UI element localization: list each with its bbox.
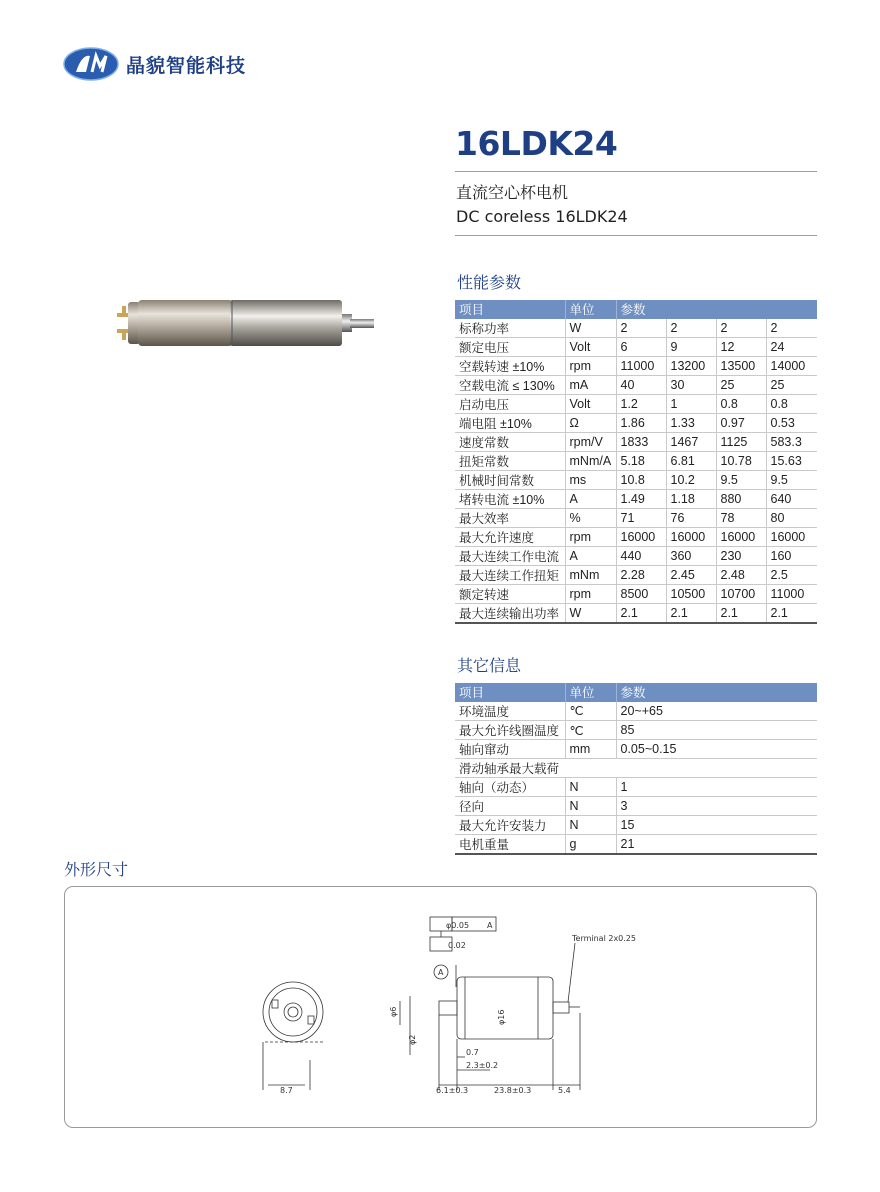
performance-cell: 2.48 xyxy=(716,566,766,585)
performance-cell: 9.5 xyxy=(766,471,817,490)
other-row xyxy=(455,778,817,797)
performance-cell: 12 xyxy=(716,338,766,357)
performance-cell: 最大效率 xyxy=(455,509,565,528)
performance-cell: W xyxy=(565,604,616,624)
header-unit: 单位 xyxy=(565,683,616,702)
performance-cell: 80 xyxy=(766,509,817,528)
performance-cell: 2.1 xyxy=(766,604,817,624)
other-cell: 1 xyxy=(616,778,817,797)
performance-row xyxy=(455,547,817,566)
performance-cell: 76 xyxy=(666,509,716,528)
performance-cell: 71 xyxy=(616,509,666,528)
other-row xyxy=(455,740,817,759)
performance-cell: Volt xyxy=(565,338,616,357)
performance-cell: 2.5 xyxy=(766,566,817,585)
performance-cell: rpm xyxy=(565,528,616,547)
performance-cell: 11000 xyxy=(616,357,666,376)
performance-cell: 1 xyxy=(666,395,716,414)
other-row xyxy=(455,816,817,835)
performance-cell: rpm/V xyxy=(565,433,616,452)
performance-cell: 最大连续工作扭矩 xyxy=(455,566,565,585)
performance-cell: 40 xyxy=(616,376,666,395)
other-cell: 电机重量 xyxy=(455,835,565,855)
performance-cell: Ω xyxy=(565,414,616,433)
other-cell: 轴向（动态） xyxy=(455,778,565,797)
motor-photo xyxy=(100,288,400,358)
dimensions-title: 外形尺寸 xyxy=(64,860,129,879)
performance-cell: 1.86 xyxy=(616,414,666,433)
title-divider xyxy=(455,171,817,172)
performance-cell: 空载转速 ±10% xyxy=(455,357,565,376)
performance-cell: 1.18 xyxy=(666,490,716,509)
performance-cell: 16000 xyxy=(616,528,666,547)
performance-cell: 230 xyxy=(716,547,766,566)
performance-cell: 583.3 xyxy=(766,433,817,452)
other-cell: mm xyxy=(565,740,616,759)
performance-cell: 10.8 xyxy=(616,471,666,490)
performance-cell: rpm xyxy=(565,585,616,604)
performance-cell: 空载电流 ≤ 130% xyxy=(455,376,565,395)
header-item: 项目 xyxy=(455,300,565,319)
performance-row xyxy=(455,395,817,414)
performance-row xyxy=(455,528,817,547)
flange-dia-label: φ2 xyxy=(408,1034,417,1045)
other-cell: 85 xyxy=(616,721,817,740)
performance-cell: 1.33 xyxy=(666,414,716,433)
performance-cell: 2.45 xyxy=(666,566,716,585)
performance-cell: 13500 xyxy=(716,357,766,376)
performance-cell: 2 xyxy=(616,319,666,338)
other-row xyxy=(455,797,817,816)
performance-cell: 9 xyxy=(666,338,716,357)
dim-238-label: 23.8±0.3 xyxy=(494,1086,532,1095)
tolerance-1-label: φ0.05 xyxy=(446,921,470,930)
performance-cell: mA xyxy=(565,376,616,395)
performance-cell: rpm xyxy=(565,357,616,376)
performance-cell: 1833 xyxy=(616,433,666,452)
performance-cell: 最大允许速度 xyxy=(455,528,565,547)
body-dia-label: φ16 xyxy=(497,1009,506,1025)
performance-row xyxy=(455,433,817,452)
header-params: 参数 xyxy=(616,683,817,702)
performance-cell: 2 xyxy=(666,319,716,338)
performance-cell: 额定电压 xyxy=(455,338,565,357)
performance-cell: 扭矩常数 xyxy=(455,452,565,471)
performance-cell: 10.2 xyxy=(666,471,716,490)
product-subtitle-cn: 直流空心杯电机 xyxy=(456,183,569,202)
datum-ref-label: A xyxy=(487,921,493,930)
performance-cell: 6 xyxy=(616,338,666,357)
performance-row xyxy=(455,471,817,490)
other-row xyxy=(455,702,817,721)
tolerance-2-label: 0.02 xyxy=(448,941,466,950)
performance-cell: 1.2 xyxy=(616,395,666,414)
performance-cell: 14000 xyxy=(766,357,817,376)
performance-cell: 0.97 xyxy=(716,414,766,433)
brand-logo-icon xyxy=(62,46,120,82)
performance-cell: % xyxy=(565,509,616,528)
brand-name: 晶貌智能科技 xyxy=(126,54,247,77)
dim-54-label: 5.4 xyxy=(558,1086,571,1095)
performance-cell: 最大连续输出功率 xyxy=(455,604,565,624)
performance-cell: mNm xyxy=(565,566,616,585)
performance-row xyxy=(455,338,817,357)
other-info-title: 其它信息 xyxy=(457,656,522,675)
terminal-label: Terminal 2x0.25 xyxy=(572,934,636,943)
performance-cell: 16000 xyxy=(766,528,817,547)
other-info-header-row xyxy=(455,683,817,702)
performance-cell: 堵转电流 ±10% xyxy=(455,490,565,509)
product-model: 16LDK24 xyxy=(455,124,618,163)
performance-cell: 0.53 xyxy=(766,414,817,433)
dim-23-label: 2.3±0.2 xyxy=(466,1061,499,1070)
other-cell: N xyxy=(565,816,616,835)
performance-cell: 1.49 xyxy=(616,490,666,509)
other-cell: 21 xyxy=(616,835,817,855)
performance-table xyxy=(455,300,817,624)
other-cell: 最大允许线圈温度 xyxy=(455,721,565,740)
performance-cell: 15.63 xyxy=(766,452,817,471)
performance-cell: 2.1 xyxy=(616,604,666,624)
performance-cell: 端电阻 ±10% xyxy=(455,414,565,433)
performance-cell: 30 xyxy=(666,376,716,395)
performance-cell: 1125 xyxy=(716,433,766,452)
performance-cell: ms xyxy=(565,471,616,490)
performance-cell: 机械时间常数 xyxy=(455,471,565,490)
performance-row xyxy=(455,357,817,376)
product-subtitle-en: DC coreless 16LDK24 xyxy=(456,207,628,226)
performance-header-row xyxy=(455,300,817,319)
performance-row xyxy=(455,319,817,338)
performance-cell: 标称功率 xyxy=(455,319,565,338)
performance-cell: W xyxy=(565,319,616,338)
other-cell: 20~+65 xyxy=(616,702,817,721)
performance-cell: 10500 xyxy=(666,585,716,604)
other-row xyxy=(455,835,817,855)
performance-row xyxy=(455,585,817,604)
performance-cell: 2 xyxy=(766,319,817,338)
performance-cell: 6.81 xyxy=(666,452,716,471)
performance-row xyxy=(455,566,817,585)
other-cell: N xyxy=(565,797,616,816)
performance-cell: A xyxy=(565,490,616,509)
performance-row xyxy=(455,376,817,395)
performance-cell: 440 xyxy=(616,547,666,566)
performance-cell: 25 xyxy=(716,376,766,395)
other-cell: ℃ xyxy=(565,721,616,740)
performance-cell: mNm/A xyxy=(565,452,616,471)
dim-87-label: 8.7 xyxy=(280,1086,293,1095)
performance-row xyxy=(455,509,817,528)
other-cell: 径向 xyxy=(455,797,565,816)
other-cell: 15 xyxy=(616,816,817,835)
performance-cell: 10.78 xyxy=(716,452,766,471)
header-params: 参数 xyxy=(616,300,817,319)
other-cell: 轴向窜动 xyxy=(455,740,565,759)
other-cell: N xyxy=(565,778,616,797)
performance-cell: 最大连续工作电流 xyxy=(455,547,565,566)
performance-cell: A xyxy=(565,547,616,566)
other-cell: 最大允许安装力 xyxy=(455,816,565,835)
performance-cell: 16000 xyxy=(666,528,716,547)
performance-cell: 10700 xyxy=(716,585,766,604)
performance-cell: 9.5 xyxy=(716,471,766,490)
other-cell: ℃ xyxy=(565,702,616,721)
performance-cell: 360 xyxy=(666,547,716,566)
performance-cell: 速度常数 xyxy=(455,433,565,452)
performance-title: 性能参数 xyxy=(457,273,522,292)
other-row xyxy=(455,759,817,778)
performance-cell: 78 xyxy=(716,509,766,528)
performance-cell: 880 xyxy=(716,490,766,509)
performance-cell: 2 xyxy=(716,319,766,338)
dim-61-label: 6.1±0.3 xyxy=(436,1086,469,1095)
performance-cell: 1467 xyxy=(666,433,716,452)
subtitle-divider xyxy=(455,235,817,236)
other-cell: 环境温度 xyxy=(455,702,565,721)
performance-row xyxy=(455,452,817,471)
performance-cell: 额定转速 xyxy=(455,585,565,604)
performance-cell: 启动电压 xyxy=(455,395,565,414)
shaft-dia-label: φ6 xyxy=(389,1006,398,1017)
performance-row xyxy=(455,490,817,509)
performance-cell: Volt xyxy=(565,395,616,414)
performance-cell: 25 xyxy=(766,376,817,395)
dimension-drawing xyxy=(250,905,640,1105)
front-view xyxy=(263,982,323,1090)
header-unit: 单位 xyxy=(565,300,616,319)
other-cell: 3 xyxy=(616,797,817,816)
performance-cell: 11000 xyxy=(766,585,817,604)
performance-cell: 8500 xyxy=(616,585,666,604)
performance-cell: 16000 xyxy=(716,528,766,547)
performance-row xyxy=(455,414,817,433)
performance-cell: 5.18 xyxy=(616,452,666,471)
other-cell: 滑动轴承最大载荷 xyxy=(455,759,817,778)
other-cell: g xyxy=(565,835,616,855)
other-info-table xyxy=(455,683,817,855)
performance-cell: 0.8 xyxy=(766,395,817,414)
header-item: 项目 xyxy=(455,683,565,702)
performance-cell: 0.8 xyxy=(716,395,766,414)
brand-logo xyxy=(62,44,262,84)
performance-cell: 2.28 xyxy=(616,566,666,585)
performance-cell: 13200 xyxy=(666,357,716,376)
other-cell: 0.05~0.15 xyxy=(616,740,817,759)
datum-label: A xyxy=(438,968,444,977)
other-row xyxy=(455,721,817,740)
performance-cell: 2.1 xyxy=(716,604,766,624)
performance-cell: 24 xyxy=(766,338,817,357)
performance-cell: 640 xyxy=(766,490,817,509)
performance-cell: 2.1 xyxy=(666,604,716,624)
dim-07-label: 0.7 xyxy=(466,1048,479,1057)
performance-cell: 160 xyxy=(766,547,817,566)
performance-row xyxy=(455,604,817,624)
